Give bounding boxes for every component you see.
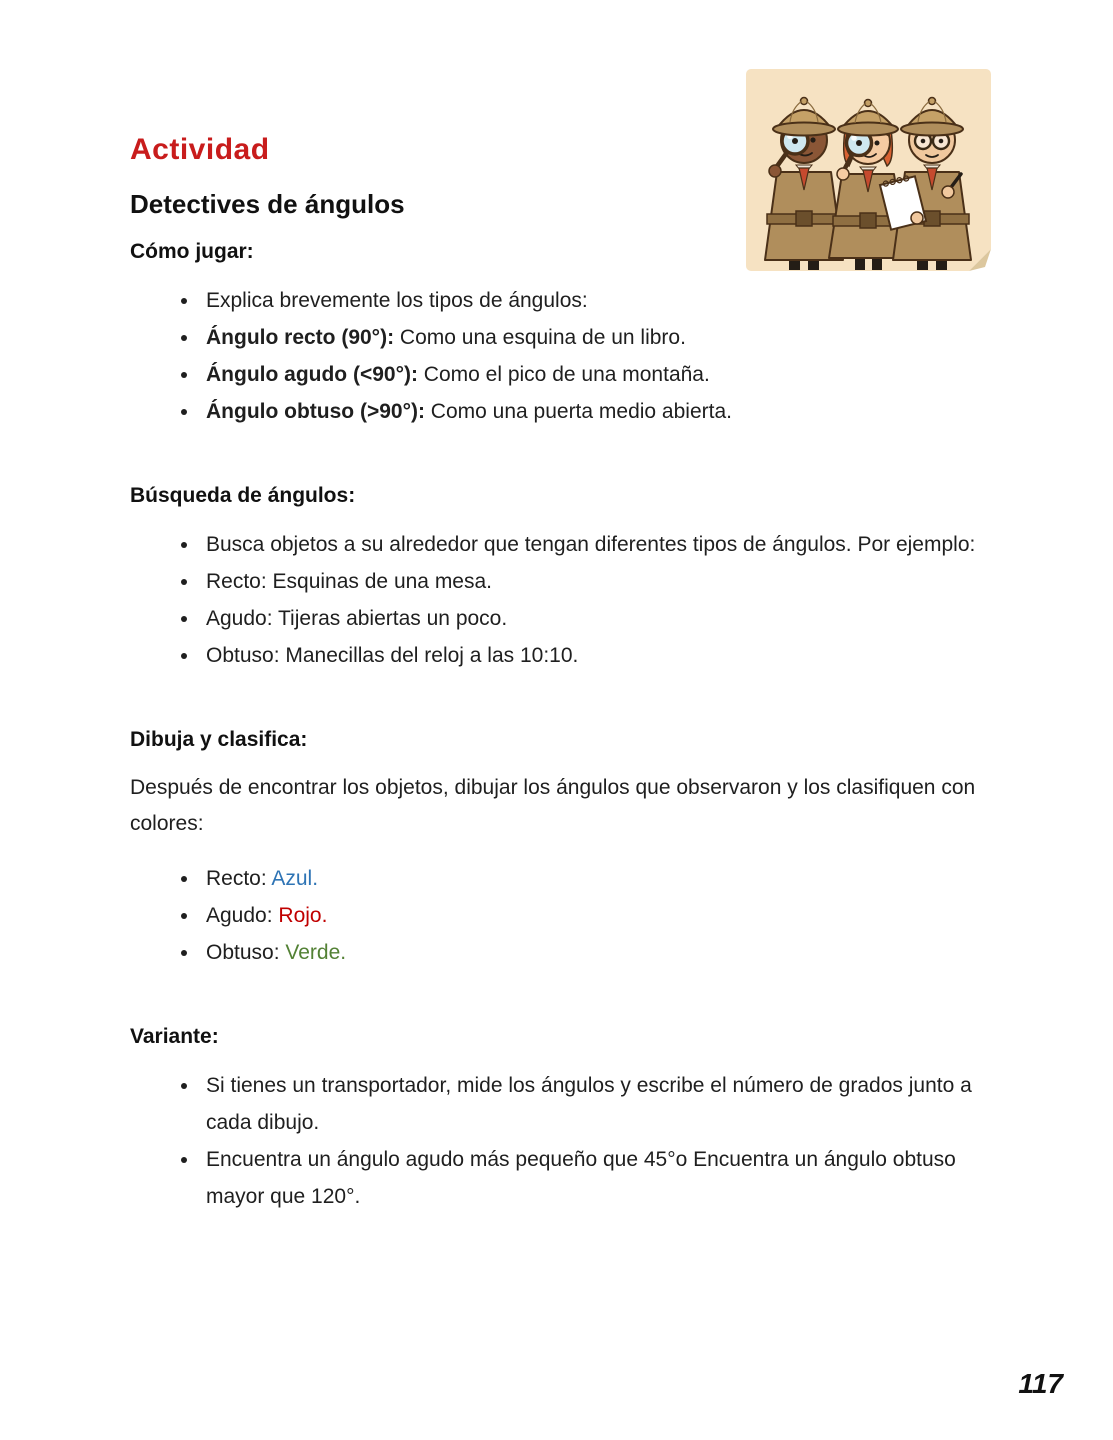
list-item (200, 356, 988, 393)
activity-subtitle: Detectives de ángulos (130, 189, 405, 219)
section-heading-variante: Variante: (130, 1025, 219, 1048)
bullet-lead: Ángulo recto (90°): (206, 326, 395, 349)
section-heading-como-jugar: Cómo jugar: (130, 240, 254, 263)
list-item (200, 393, 988, 430)
bullet-text: Explica brevemente los tipos de ángulos: (206, 289, 588, 312)
color-word-verde: Verde. (285, 941, 347, 964)
bullet-lead: Ángulo agudo (<90°): (206, 363, 418, 386)
section-heading-dibuja: Dibuja y clasifica: (130, 728, 308, 751)
page-content (130, 133, 988, 1215)
color-word-rojo: Rojo. (278, 904, 328, 927)
bullet-text: Como una esquina de un libro. (394, 326, 686, 349)
color-label: Agudo: (206, 904, 279, 927)
list-item: • Obtuso: Manecillas del reloj a las 10:10. (200, 637, 988, 674)
variante-list (130, 1067, 988, 1215)
list-item (200, 319, 988, 356)
list-item: • Encuentra un ángulo agudo más pequeño que 45°o Encuentra un ángulo obtuso mayor que 120°. (200, 1141, 988, 1215)
list-item: • Busca objetos a su alrededor que tengan diferentes tipos de ángulos. Por ejemplo: (200, 526, 988, 563)
dibuja-paragraph: Después de encontrar los objetos, dibujar los ángulos que observaron y los clasifiquen con colores: (130, 776, 976, 835)
list-item (200, 934, 988, 971)
color-label: Obtuso: (206, 941, 286, 964)
bullet-lead: Ángulo obtuso (>90°): (206, 400, 425, 423)
list-item: • Recto: Esquinas de una mesa. (200, 563, 988, 600)
color-word-azul: Azul. (271, 867, 319, 890)
color-label: Recto: (206, 867, 272, 890)
list-item (200, 860, 988, 897)
busqueda-list (130, 526, 988, 674)
list-item (200, 282, 988, 319)
list-item: • Si tienes un transportador, mide los ángulos y escribe el número de grados junto a cada dibujo. (200, 1067, 988, 1141)
bullet-text: Como el pico de una montaña. (417, 363, 710, 386)
list-item (200, 897, 988, 934)
como-jugar-list (130, 282, 988, 430)
page-title: Actividad (130, 133, 270, 166)
section-heading-busqueda: Búsqueda de ángulos: (130, 484, 356, 507)
list-item: • Agudo: Tijeras abiertas un poco. (200, 600, 988, 637)
dibuja-list (130, 860, 988, 971)
page-number: 117 (1018, 1368, 1063, 1399)
bullet-text: Como una puerta medio abierta. (424, 400, 732, 423)
